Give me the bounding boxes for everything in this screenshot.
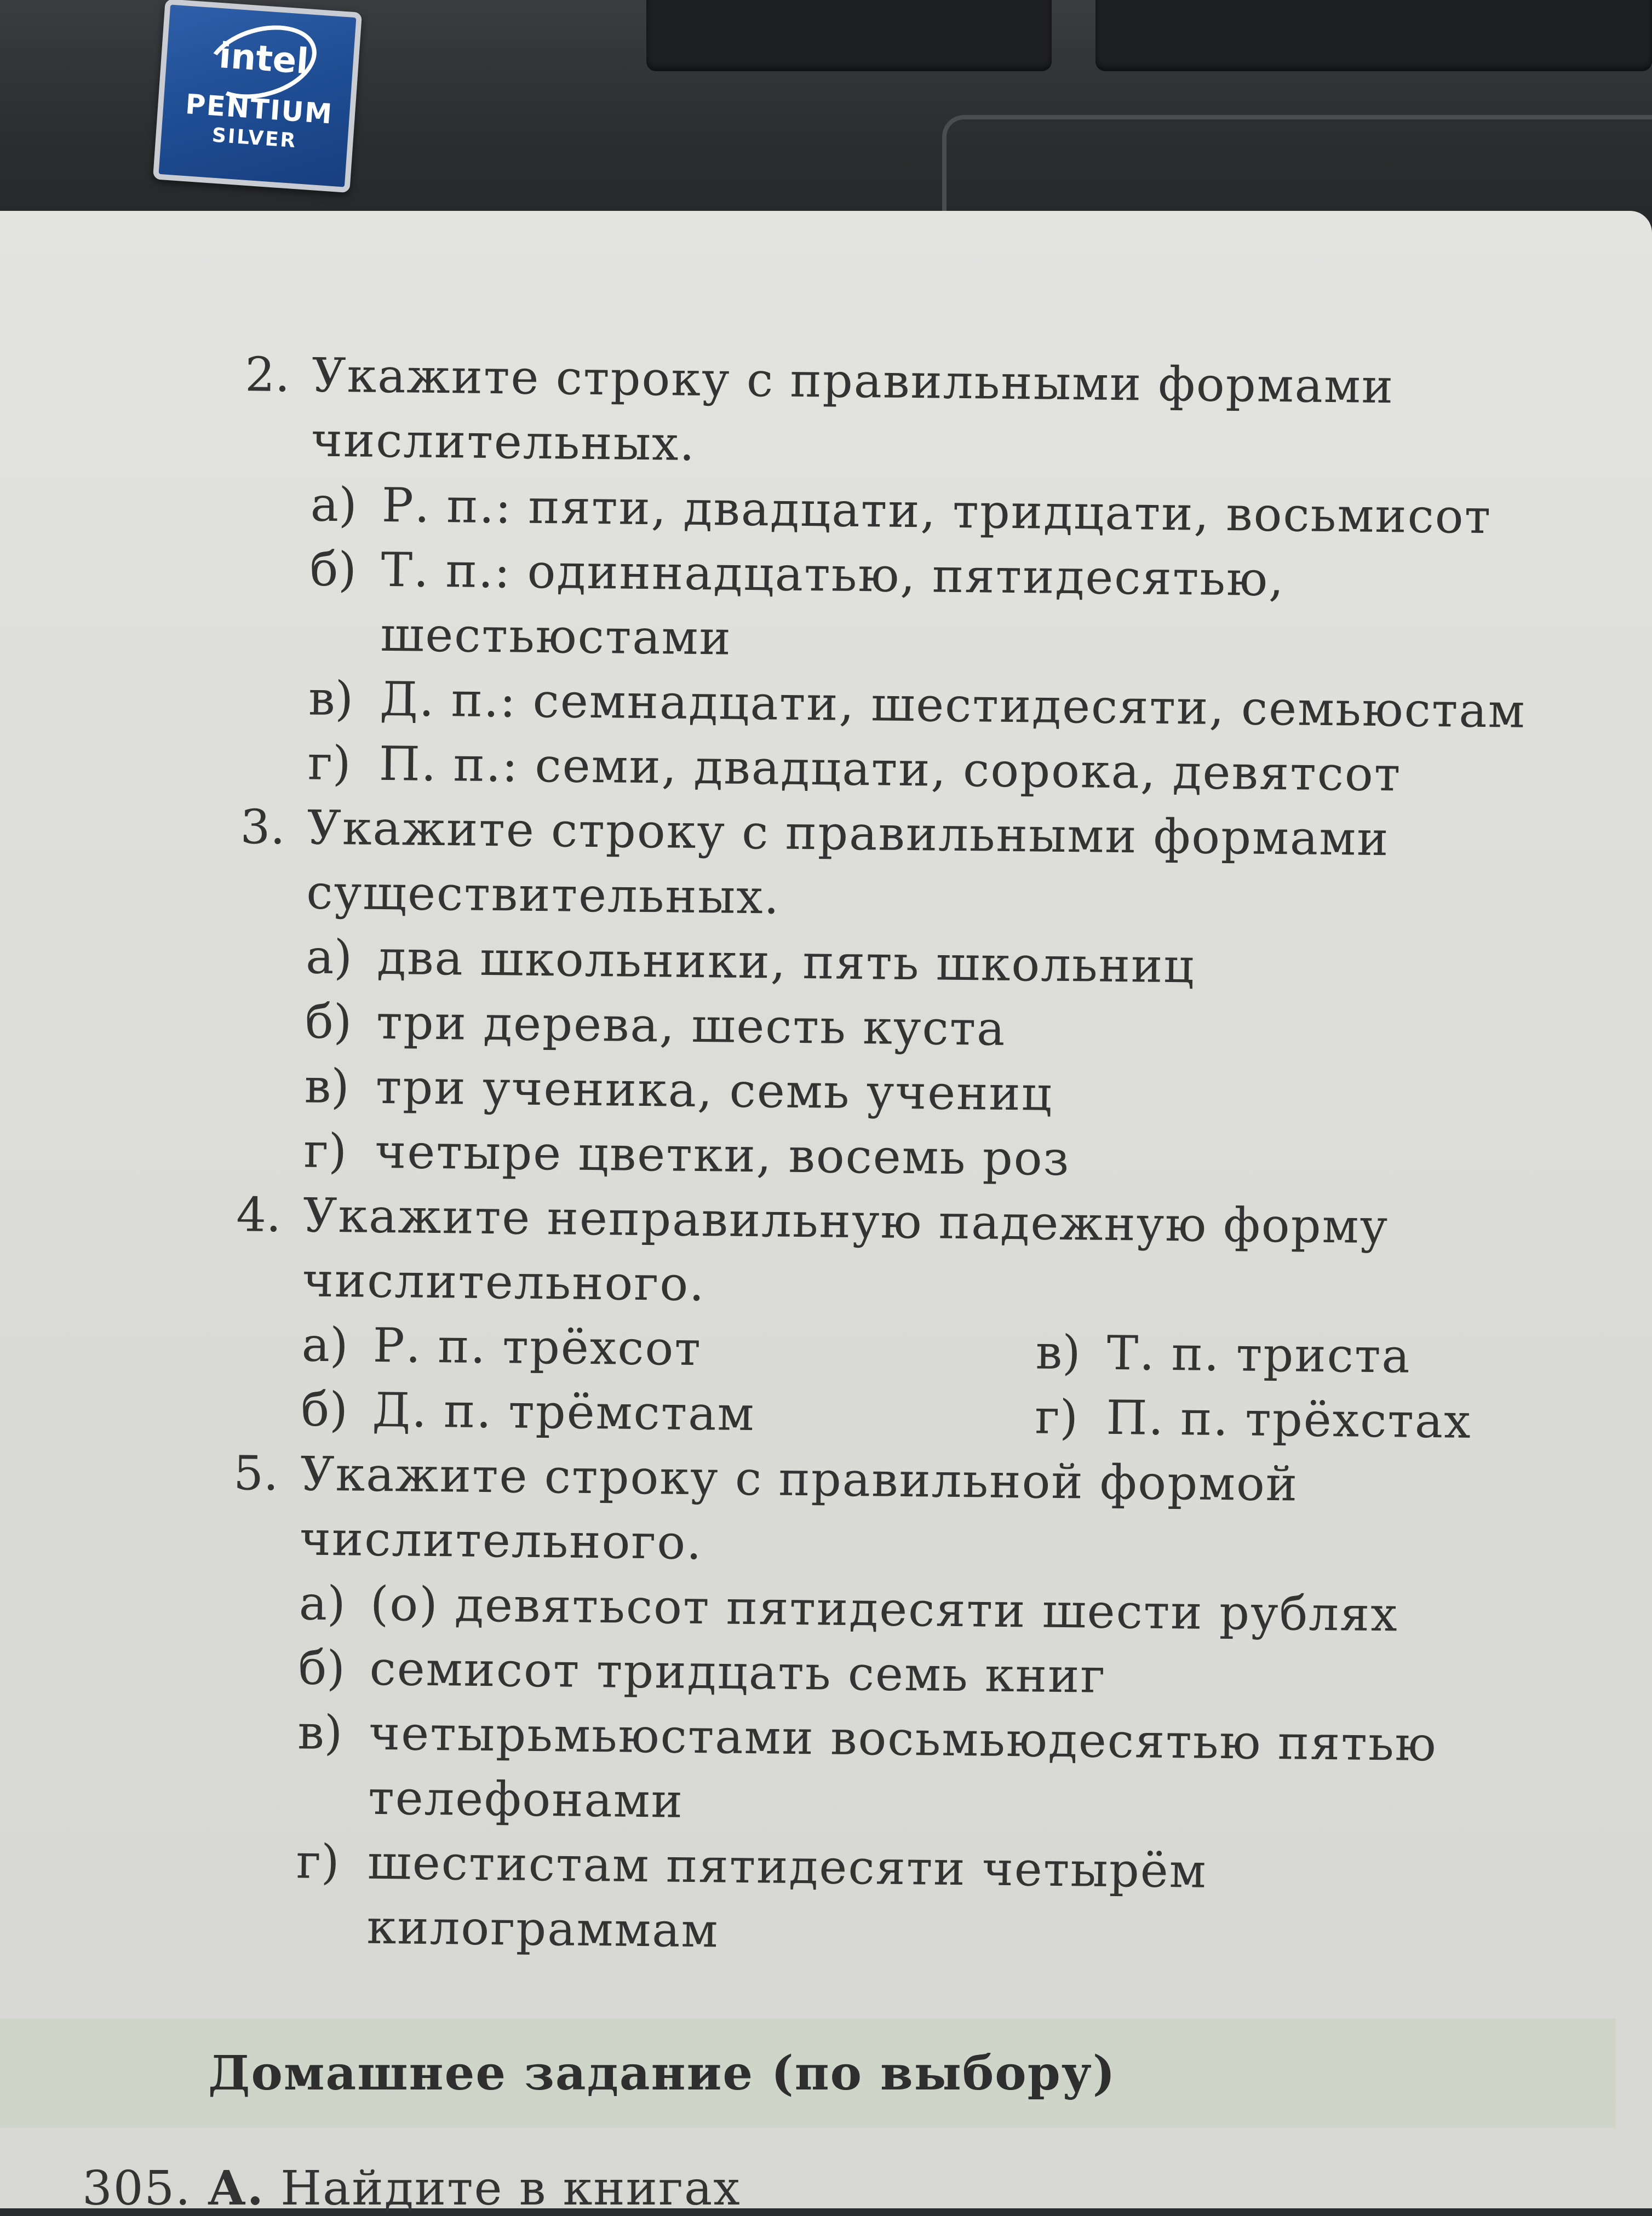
option-letter: б) <box>309 542 357 598</box>
option-letter: б) <box>298 1640 346 1696</box>
book-page <box>0 211 1652 2216</box>
task-question: Укажите строку с правильными формами числительных. <box>311 348 1395 472</box>
option-letter: г) <box>1035 1390 1079 1445</box>
homework-exercise-line <box>82 2161 741 2216</box>
option-text: четырьмьюстами восьмьюдесятью пятью телефонами <box>368 1706 1438 1829</box>
task-options <box>307 473 1576 809</box>
task-4 <box>219 1182 1569 1455</box>
option-text: П. п.: семи, двадцати, сорока, девятсот <box>378 736 1402 802</box>
keyboard-key <box>646 0 1052 71</box>
option-text: три ученика, семь учениц <box>375 1059 1053 1122</box>
option-letter: г) <box>296 1834 340 1890</box>
laptop-body <box>0 0 1652 230</box>
option-text: Р. п. трёхсот <box>372 1318 702 1377</box>
processor-sticker <box>153 0 362 193</box>
task-2 <box>225 342 1578 809</box>
option-letter: а) <box>301 1317 349 1373</box>
task-3 <box>221 795 1573 1197</box>
option-text: (о) девятьсот пятидесяти шести рублях <box>370 1576 1399 1643</box>
option-text: П. п. трёхстах <box>1105 1390 1472 1449</box>
task-question: Укажите строку с правильными формами существительных. <box>306 800 1390 925</box>
exercise-number: 305. <box>82 2161 192 2216</box>
sticker-brand: intel <box>217 36 310 83</box>
option-letter: г) <box>303 1123 347 1179</box>
option-letter: б) <box>301 1382 348 1438</box>
option-text: два школьники, пять школьниц <box>376 930 1196 994</box>
option-text: четыре цветки, восемь роз <box>375 1124 1071 1187</box>
option-text: шестистам пятидесяти четырём килограммам <box>366 1835 1208 1959</box>
option-letter: в) <box>308 671 354 727</box>
task-question: Укажите строку с правильной формой числительного. <box>299 1446 1299 1571</box>
sticker-line2: SILVER <box>211 124 298 153</box>
task-5 <box>213 1441 1566 1972</box>
option-letter: в) <box>304 1059 350 1115</box>
option-letter: а) <box>310 477 358 533</box>
option-text: Т. п.: одиннадцатью, пятидесятью, шестьюстами <box>380 542 1285 666</box>
option-text: Т. п. триста <box>1106 1325 1412 1384</box>
task-question: Укажите неправильную падежную форму числительного. <box>302 1188 1389 1312</box>
option-item <box>1035 1321 1584 1391</box>
option-letter: в) <box>297 1705 343 1761</box>
exercise-list <box>213 342 1578 1972</box>
option-item <box>301 1377 1035 1449</box>
keyboard-key <box>1095 0 1652 71</box>
option-letter: б) <box>305 994 352 1050</box>
option-letter: в) <box>1035 1325 1081 1381</box>
sticker-line1: PENTIUM <box>184 88 334 130</box>
option-letter: а) <box>305 929 353 985</box>
task-number: 2. <box>244 347 290 403</box>
task-number: 3. <box>240 800 286 856</box>
option-item <box>1035 1385 1583 1455</box>
option-text: три дерева, шесть куста <box>376 995 1007 1057</box>
option-text: Д. п. трёмстам <box>372 1382 756 1442</box>
option-text: Д. п.: семнадцати, шестидесяти, семьюстам <box>379 671 1527 739</box>
option-item <box>301 1312 1036 1385</box>
option-letter: а) <box>299 1576 346 1632</box>
exercise-text: Найдите в книгах <box>280 2161 741 2216</box>
homework-title: Домашнее задание (по выбору) <box>208 2046 1116 2101</box>
task-number: 4. <box>236 1187 282 1243</box>
option-text: семисот тридцать семь книг <box>369 1641 1107 1704</box>
option-item <box>295 1829 1562 1972</box>
task-number: 5. <box>233 1446 279 1502</box>
task-options <box>303 925 1571 1197</box>
exercise-label: А. <box>207 2161 265 2216</box>
option-item <box>297 1700 1563 1842</box>
option-letter: г) <box>307 736 352 791</box>
option-item <box>309 537 1575 680</box>
task-options <box>301 1312 1567 1455</box>
task-options <box>295 1571 1564 1972</box>
option-text: Р. п.: пяти, двадцати, тридцати, восьмисот <box>381 478 1492 545</box>
